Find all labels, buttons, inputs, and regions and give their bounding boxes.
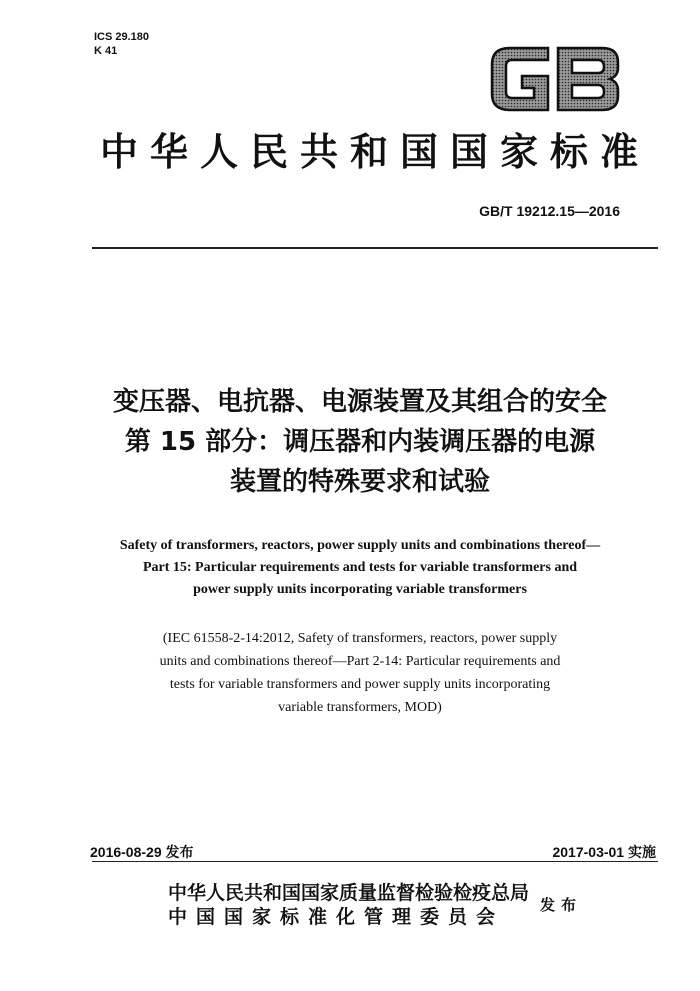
logo-text: GB <box>486 42 488 43</box>
title-en-line-3: power supply units incorporating variable transformers <box>193 582 527 597</box>
standard-number: GB/T 19212.15—2016 <box>479 203 620 219</box>
issuing-authorities <box>168 881 528 929</box>
title-en-line-2: Part 15: Particular requirements and tests for variable transformers and <box>142 560 578 575</box>
title-english <box>60 535 660 601</box>
classification-codes <box>94 30 149 58</box>
issuer-line-2: 中国国家标准化管理委员会 <box>168 906 505 928</box>
release-label: 发布 <box>540 896 583 914</box>
publication-date: 2016-08-29 发布 <box>90 844 194 860</box>
issuer-line-1: 中华人民共和国国家质量监督检验检疫总局 <box>168 882 530 904</box>
title-cn-line-1: 变压器、电抗器、电源装置及其组合的安全 <box>112 387 607 417</box>
national-standard-heading: 中华人民共和国国家标准 <box>99 129 650 174</box>
ics-code: ICS 29.180 <box>94 31 150 43</box>
iec-line-4: variable transformers, MOD) <box>278 700 442 715</box>
iec-line-1: (IEC 61558-2-14:2012, Safety of transformers, reactors, power supply <box>162 631 558 646</box>
title-cn-line-2: 第 15 部分：调压器和内装调压器的电源 <box>124 427 596 457</box>
footer-divider <box>92 861 658 862</box>
title-chinese <box>60 382 660 502</box>
ccs-code: K 41 <box>94 45 118 57</box>
iec-reference <box>60 627 660 719</box>
gb-logo <box>486 42 624 116</box>
implementation-date: 2017-03-01 实施 <box>552 844 656 860</box>
iec-line-3: tests for variable transformers and power supply units incorporating <box>169 677 551 692</box>
title-cn-line-3: 装置的特殊要求和试验 <box>229 467 490 497</box>
title-en-line-1: Safety of transformers, reactors, power supply units and combinations thereof— <box>119 538 601 553</box>
iec-line-2: units and combinations thereof—Part 2-14: Particular requirements and <box>159 654 561 669</box>
header-divider <box>92 247 658 249</box>
